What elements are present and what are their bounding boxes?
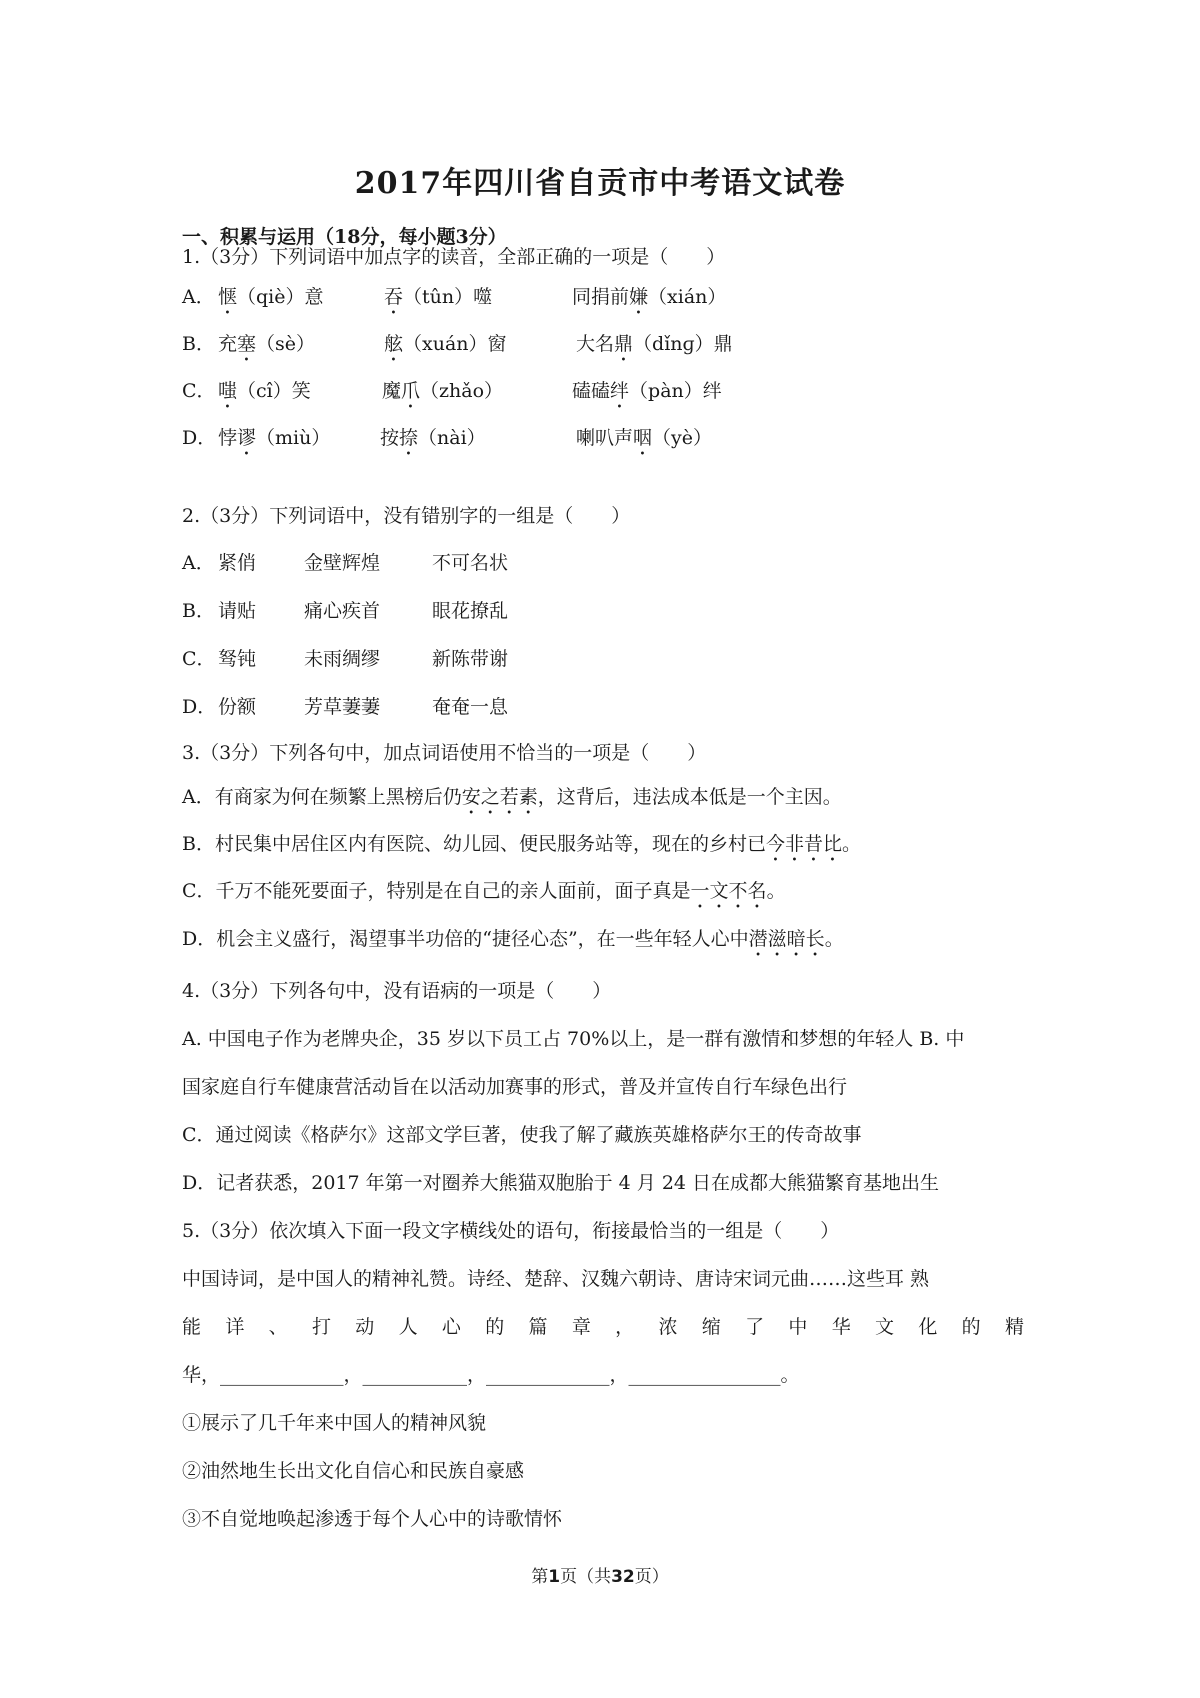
option-word-3: 磕磕绊（pàn）绊 [572, 380, 722, 402]
option-cell-1: 份额 [218, 696, 257, 718]
question-5-passage-line-1: 中国诗词，是中国人的精神礼赞。诗经、楚辞、汉魏六朝诗、唐诗宋词元曲……这些耳 熟 [182, 1268, 930, 1290]
question-4-line-2: 国家庭自行车健康营活动旨在以活动加赛事的形式，普及并宣传自行车绿色出行 [182, 1076, 848, 1098]
question-2-stem: 2.（3分）下列词语中，没有错别字的一组是（ ） [182, 505, 631, 527]
option-label: B． [182, 333, 215, 355]
option-cell-2: 芳草萋萋 [304, 696, 381, 718]
option-cell-1: 驽钝 [218, 648, 257, 670]
page-footer: 第1页（共32页） [531, 1567, 669, 1587]
question-5-passage-line-2: 能 详 、 打 动 人 心 的 篇 章 ， 浓 缩 了 中 华 文 化 的 精 [182, 1316, 1024, 1338]
option-word-2: 舷（xuán）窗 [384, 333, 507, 355]
option-label: C． [182, 648, 216, 670]
question-4-stem: 4.（3分）下列各句中，没有语病的一项是（ ） [182, 980, 612, 1002]
option-label: D． [182, 696, 217, 718]
option-word-3: 大名鼎（dǐnɡ）鼎 [576, 333, 733, 355]
option-word-3: 喇叭声咽（yè） [576, 427, 713, 449]
question-3-option-b: B．村民集中居住区内有医院、幼儿园、便民服务站等，现在的乡村已今非昔比。 [182, 833, 861, 855]
option-word-3: 同捐前嫌（xián） [572, 286, 727, 308]
question-1-stem: 1.（3分）下列词语中加点字的读音，全部正确的一项是（ ） [182, 246, 726, 268]
question-5-item-2: ②油然地生长出文化自信心和民族自豪感 [182, 1460, 525, 1482]
option-word-2: 按捺（nài） [380, 427, 486, 449]
question-5-passage-line-3: 华，_____________，___________，_____________，________________。 [182, 1364, 800, 1386]
option-label: A． [182, 286, 215, 308]
option-cell-1: 紧俏 [218, 552, 257, 574]
question-5-stem: 5.（3分）依次填入下面一段文字横线处的语句，衔接最恰当的一组是（ ） [182, 1220, 840, 1242]
section-heading: 一、积累与运用（18分，每小题3分） [182, 226, 507, 248]
question-5-item-3: ③不自觉地唤起渗透于每个人心中的诗歌情怀 [182, 1508, 563, 1530]
option-cell-3: 新陈带谢 [432, 648, 509, 670]
question-3-stem: 3.（3分）下列各句中，加点词语使用不恰当的一项是（ ） [182, 742, 707, 764]
option-label: C． [182, 380, 216, 402]
option-word-2: 魔爪（zhǎo） [382, 380, 504, 402]
option-cell-2: 痛心疾首 [304, 600, 381, 622]
question-3-option-c: C．千万不能死要面子，特别是在自己的亲人面前，面子真是一文不名。 [182, 880, 786, 902]
option-cell-3: 奄奄一息 [432, 696, 509, 718]
option-cell-1: 请贴 [218, 600, 257, 622]
option-word-1: 惬（qiè）意 [218, 286, 324, 308]
option-cell-2: 金壁辉煌 [304, 552, 381, 574]
option-cell-2: 未雨绸缪 [304, 648, 381, 670]
option-word-1: 嗤（cî）笑 [218, 380, 311, 402]
question-4-line-4: D．记者获悉，2017 年第一对圈养大熊猫双胞胎于 4 月 24 日在成都大熊猫繁育基地出生 [182, 1172, 940, 1194]
option-word-1: 悖谬（miù） [218, 427, 331, 449]
question-3-option-a: A．有商家为何在频繁上黑榜后仍安之若素，这背后，违法成本低是一个主因。 [182, 786, 842, 808]
option-label: B． [182, 600, 215, 622]
option-word-1: 充塞（sè） [218, 333, 316, 355]
question-5-item-1: ①展示了几千年来中国人的精神风貌 [182, 1412, 487, 1434]
option-label: A． [182, 552, 215, 574]
option-word-2: 吞（tûn）噬 [384, 286, 493, 308]
option-label: D． [182, 427, 217, 449]
question-4-line-3: C．通过阅读《格萨尔》这部文学巨著，使我了解了藏族英雄格萨尔王的传奇故事 [182, 1124, 862, 1146]
option-cell-3: 不可名状 [432, 552, 509, 574]
question-4-line-1: A. 中国电子作为老牌央企，35 岁以下员工占 70%以上，是一群有激情和梦想的年轻人 B. 中 [182, 1028, 965, 1050]
page-title: 2017年四川省自贡市中考语文试卷 [354, 166, 846, 201]
question-3-option-d: D．机会主义盛行，渴望事半功倍的“捷径心态”，在一些年轻人心中潜滋暗长。 [182, 928, 844, 950]
option-cell-3: 眼花撩乱 [432, 600, 509, 622]
